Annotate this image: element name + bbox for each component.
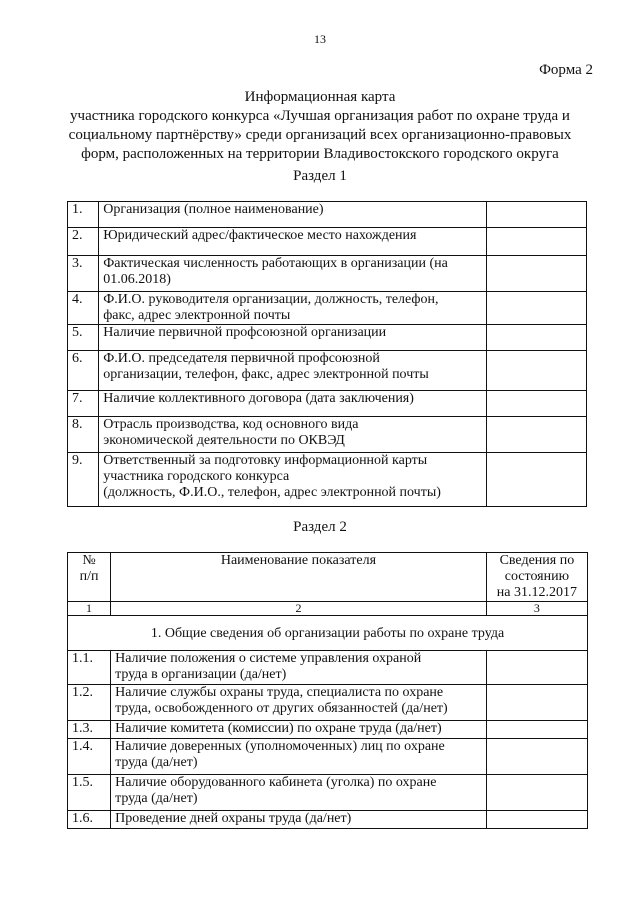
row-label — [111, 775, 487, 811]
table-row — [68, 256, 587, 292]
row-label-line: 01.06.2018) — [103, 272, 171, 287]
row-label-line: Наличие службы охраны труда, специалиста по охране — [115, 685, 444, 700]
row-label-line: Проведение дней охраны труда (да/нет) — [115, 811, 352, 826]
row-label-line: Наличие доверенных (уполномоченных) лиц по охране — [115, 739, 445, 754]
row-label — [99, 325, 487, 351]
header-name-cell: Наименование показателя — [111, 553, 487, 602]
row-label-line: организации, телефон, факс, адрес электронной почты — [103, 367, 429, 382]
row-value-cell[interactable] — [487, 325, 587, 351]
row-label-line: Отрасль производства, код основного вида — [103, 417, 359, 432]
row-value-cell[interactable] — [486, 721, 587, 739]
row-value-cell[interactable] — [487, 417, 587, 453]
header-info-cell — [486, 553, 587, 602]
row-value-cell[interactable] — [487, 453, 587, 507]
row-number: 2. — [68, 228, 99, 256]
column-index: 2 — [111, 602, 487, 616]
title-line: социальному партнёрству» среди организаций всех организационно-правовых — [68, 127, 572, 143]
row-number: 6. — [68, 351, 99, 391]
row-label — [111, 739, 487, 775]
row-value-cell[interactable] — [487, 256, 587, 292]
row-label-line: Ответственный за подготовку информационной карты — [103, 453, 428, 468]
row-label-line: Ф.И.О. председателя первичной профсоюзной — [103, 351, 380, 366]
row-number: 1.5. — [68, 775, 111, 811]
subsection-title: 1. Общие сведения об организации работы по охране труда — [68, 616, 588, 651]
section2-heading: Раздел 2 — [293, 519, 347, 535]
row-label — [99, 228, 487, 256]
table-row — [68, 202, 587, 228]
row-label — [99, 391, 487, 417]
row-number: 9. — [68, 453, 99, 507]
row-value-cell[interactable] — [487, 391, 587, 417]
row-label — [99, 202, 487, 228]
row-value-cell[interactable] — [487, 351, 587, 391]
header-num-cell — [68, 553, 111, 602]
row-label-line: труда в организации (да/нет) — [115, 667, 287, 682]
title-line: участника городского конкурса «Лучшая организация работ по охране труда и — [70, 108, 570, 124]
row-label-line: Наличие комитета (комиссии) по охране труда (да/нет) — [115, 721, 442, 736]
table-row — [68, 721, 588, 739]
row-value-cell[interactable] — [487, 292, 587, 325]
row-label-line: факс, адрес электронной почты — [103, 308, 291, 323]
table-header-row — [68, 553, 588, 602]
header-num-line: № — [82, 553, 96, 568]
row-number: 1.4. — [68, 739, 111, 775]
row-label-line: Организация (полное наименование) — [103, 202, 324, 217]
row-number: 8. — [68, 417, 99, 453]
table-row — [68, 292, 587, 325]
row-label — [111, 685, 487, 721]
row-value-cell[interactable] — [486, 775, 587, 811]
header-num-line: п/п — [79, 569, 99, 584]
row-value-cell[interactable] — [487, 228, 587, 256]
row-number: 4. — [68, 292, 99, 325]
row-label — [111, 811, 487, 829]
table-row — [68, 811, 588, 829]
table-row — [68, 417, 587, 453]
row-label-line: Юридический адрес/фактическое место нахождения — [103, 228, 417, 243]
row-label-line: Ф.И.О. руководителя организации, должность, телефон, — [103, 292, 439, 307]
title-line: форм, расположенных на территории Владивостокского городского округа — [81, 146, 559, 162]
table-row — [68, 739, 588, 775]
title-line: Информационная карта — [244, 89, 396, 105]
row-number: 1.1. — [68, 651, 111, 685]
row-number: 1.2. — [68, 685, 111, 721]
table-row — [68, 228, 587, 256]
column-index: 1 — [68, 602, 111, 616]
row-number: 3. — [68, 256, 99, 292]
document-title — [40, 88, 600, 164]
row-label-line: труда (да/нет) — [115, 755, 198, 770]
table-row — [68, 325, 587, 351]
table-row — [68, 391, 587, 417]
table-row — [68, 351, 587, 391]
column-index-row — [68, 602, 588, 616]
column-index: 3 — [486, 602, 587, 616]
row-value-cell[interactable] — [486, 685, 587, 721]
section1-heading: Раздел 1 — [293, 168, 347, 184]
table-row — [68, 453, 587, 507]
row-number: 5. — [68, 325, 99, 351]
row-number: 7. — [68, 391, 99, 417]
subsection-row — [68, 616, 588, 651]
row-label-line: труда (да/нет) — [115, 791, 198, 806]
header-info-line: состоянию — [504, 569, 570, 584]
row-label-line: участника городского конкурса — [103, 469, 290, 484]
page-number: 13 — [314, 32, 326, 46]
row-label-line: экономической деятельности по ОКВЭД — [103, 433, 345, 448]
row-value-cell[interactable] — [486, 651, 587, 685]
row-label-line: Наличие оборудованного кабинета (уголка) по охране — [115, 775, 437, 790]
row-label-line: Наличие коллективного договора (дата заключения) — [103, 391, 414, 406]
header-info-line: на 31.12.2017 — [496, 585, 577, 600]
table-row — [68, 685, 588, 721]
row-label — [99, 351, 487, 391]
row-label — [111, 651, 487, 685]
row-label — [99, 256, 487, 292]
row-label-line: Наличие положения о системе управления охраной — [115, 651, 422, 666]
row-value-cell[interactable] — [486, 739, 587, 775]
row-label-line: Фактическая численность работающих в организации (на — [103, 256, 448, 271]
row-number: 1.3. — [68, 721, 111, 739]
header-info-line: Сведения по — [499, 553, 575, 568]
row-label — [99, 292, 487, 325]
row-label — [99, 453, 487, 507]
row-label-line: труда, освобожденного от других обязанностей (да/нет) — [115, 701, 448, 716]
row-number: 1. — [68, 202, 99, 228]
form-label: Форма 2 — [539, 62, 593, 78]
row-label-line: (должность, Ф.И.О., телефон, адрес электронной почты) — [103, 485, 441, 500]
table-row — [68, 775, 588, 811]
section2-table — [67, 552, 588, 829]
section1-table — [67, 201, 587, 507]
row-label — [111, 721, 487, 739]
row-value-cell[interactable] — [487, 202, 587, 228]
row-number: 1.6. — [68, 811, 111, 829]
row-value-cell[interactable] — [486, 811, 587, 829]
row-label — [99, 417, 487, 453]
table-row — [68, 651, 588, 685]
row-label-line: Наличие первичной профсоюзной организации — [103, 325, 387, 340]
